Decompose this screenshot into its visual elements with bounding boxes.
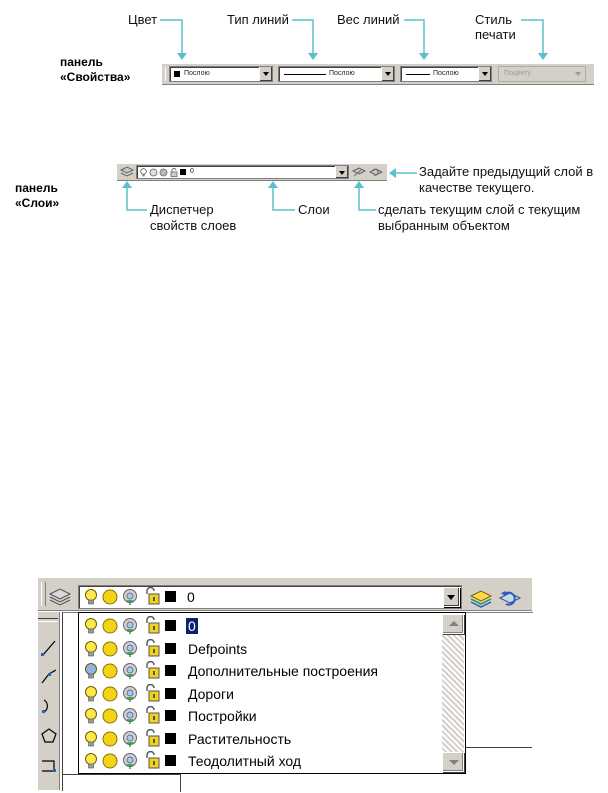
lock-icon xyxy=(147,639,159,656)
callout-leader-line xyxy=(273,185,295,210)
chevron-down-icon[interactable] xyxy=(381,67,394,81)
layer-list-item[interactable] xyxy=(79,728,440,750)
make-current-icon[interactable] xyxy=(352,166,366,178)
freeze-icon xyxy=(124,590,137,606)
callout-arrowhead xyxy=(354,181,364,188)
bulb-icon xyxy=(86,731,97,746)
callout-arrowhead xyxy=(308,53,318,60)
chevron-down-icon[interactable] xyxy=(259,67,272,81)
plotstyle-callout: Стиль печати xyxy=(475,12,516,42)
layers-callout: Слои xyxy=(298,202,330,217)
color-square-icon xyxy=(165,620,176,631)
callout-leader-line xyxy=(127,185,147,210)
linetype-sample xyxy=(284,74,326,75)
layer-name: Постройки xyxy=(188,708,257,724)
layer-manager-callout: Диспетчер свойств слоев xyxy=(150,202,237,233)
callout-arrowhead xyxy=(177,53,187,60)
layer-name: Defpoints xyxy=(188,640,248,657)
bulb-icon xyxy=(86,619,97,634)
callout-leader-line xyxy=(359,185,376,210)
bulb-icon xyxy=(86,590,97,605)
layer-list-item[interactable] xyxy=(79,615,440,637)
layer-name: Дороги xyxy=(188,685,234,702)
color-square-icon xyxy=(174,71,180,77)
sun-icon xyxy=(103,642,117,656)
sun-icon xyxy=(103,619,117,633)
bulb-icon xyxy=(86,754,97,769)
draw-toolbar-top-line xyxy=(38,618,58,622)
callout-arrowhead xyxy=(389,168,396,178)
layer-dropdown-list[interactable] xyxy=(78,612,466,774)
layer-list-item[interactable] xyxy=(79,638,440,660)
sun-icon xyxy=(149,168,158,177)
layer-control-combo-large[interactable] xyxy=(78,585,462,609)
rectangle-tool-icon[interactable] xyxy=(40,756,58,776)
callout-arrowhead xyxy=(122,181,132,188)
layer-list-item[interactable] xyxy=(79,705,440,727)
bulb-icon xyxy=(140,168,147,177)
lineweight-combo-value: Послою xyxy=(433,70,459,77)
freeze-icon xyxy=(124,664,137,680)
callout-arrowhead xyxy=(538,53,548,60)
layer-manager-icon[interactable] xyxy=(48,586,72,608)
freeze-icon xyxy=(159,168,168,177)
make-current-callout: сделать текущим слой с текущим выбранным объектом xyxy=(378,202,581,233)
chevron-down-icon[interactable] xyxy=(478,67,491,81)
layer-previous-icon[interactable] xyxy=(497,587,523,609)
lock-icon xyxy=(147,729,159,746)
freeze-icon xyxy=(124,619,137,635)
scroll-up-button[interactable] xyxy=(442,614,464,634)
callout-leader-line xyxy=(292,20,313,56)
bulb-icon xyxy=(86,641,97,656)
layer-state-icons xyxy=(83,751,187,776)
sun-icon xyxy=(103,687,117,701)
layer-manager-icon[interactable] xyxy=(120,165,134,178)
color-combo[interactable] xyxy=(169,66,273,82)
callout-leader-line xyxy=(160,20,182,56)
callout-leader-line xyxy=(404,20,424,56)
layer-name: Растительность xyxy=(188,730,292,747)
current-layer-name: 0 xyxy=(190,168,194,175)
lineweight-combo[interactable] xyxy=(400,66,492,82)
color-square-icon xyxy=(165,755,176,766)
lock-icon xyxy=(147,662,159,679)
callout-arrowhead xyxy=(419,53,429,60)
bulb-icon xyxy=(86,686,97,701)
lock-icon xyxy=(170,168,178,177)
freeze-icon xyxy=(124,754,137,770)
sun-icon xyxy=(103,664,117,678)
plotstyle-combo xyxy=(498,66,586,82)
layer-state-icons xyxy=(83,587,187,607)
color-square-icon xyxy=(165,710,176,721)
layer-list-item[interactable] xyxy=(79,750,440,772)
freeze-icon xyxy=(124,709,137,725)
layer-control-combo[interactable] xyxy=(136,165,349,179)
bulb-icon xyxy=(86,664,97,679)
lock-icon xyxy=(147,617,159,634)
arc-tool-icon[interactable] xyxy=(40,696,58,716)
color-callout: Цвет xyxy=(128,12,158,27)
make-current-icon[interactable] xyxy=(468,587,494,609)
polygon-tool-icon[interactable] xyxy=(40,726,58,746)
chevron-down-icon[interactable] xyxy=(335,166,348,178)
layer-list-item[interactable] xyxy=(79,660,440,682)
layer-name: 0 xyxy=(188,618,196,634)
chevron-down-icon[interactable] xyxy=(443,587,460,607)
freeze-icon xyxy=(124,641,137,657)
linetype-combo[interactable] xyxy=(278,66,395,82)
lock-icon xyxy=(147,707,159,724)
scrollbar[interactable] xyxy=(442,614,464,772)
plotstyle-combo-value: Поцвету xyxy=(504,70,532,77)
linetype-callout: Тип линий xyxy=(227,12,289,27)
color-square-icon xyxy=(165,665,176,676)
lock-icon xyxy=(147,684,159,701)
color-combo-value: Послою xyxy=(184,70,210,77)
polyline-tool-icon[interactable] xyxy=(40,666,58,686)
freeze-icon xyxy=(124,731,137,747)
layer-name: Дополнительные построения xyxy=(188,663,378,679)
toolbar-grip[interactable] xyxy=(41,582,46,606)
color-square-icon xyxy=(165,591,176,602)
drawing-area-divider xyxy=(466,747,532,748)
color-square-icon xyxy=(180,169,186,175)
layers-panel-label: панель «Слои» xyxy=(15,181,60,210)
chevron-down-icon xyxy=(572,67,585,81)
layer-name: Теодолитный ход xyxy=(188,753,302,769)
properties-panel-label: панель «Свойства» xyxy=(60,55,131,84)
layer-list-item[interactable] xyxy=(79,683,440,705)
bulb-icon xyxy=(86,709,97,724)
color-square-icon xyxy=(165,733,176,744)
drawing-area-divider-v xyxy=(180,774,181,792)
freeze-icon xyxy=(124,686,137,702)
sun-icon xyxy=(103,732,117,746)
line-tool-icon[interactable] xyxy=(40,638,58,658)
callout-leader-line xyxy=(521,20,543,56)
lineweight-sample xyxy=(406,74,430,75)
sun-icon xyxy=(103,709,117,723)
lock-icon xyxy=(147,752,159,769)
layer-previous-callout: Задайте предыдущий слой в качестве текущего. xyxy=(419,164,594,195)
lineweight-callout: Вес линий xyxy=(337,12,400,27)
lock-icon xyxy=(147,588,159,605)
sun-icon xyxy=(103,754,117,768)
color-square-icon xyxy=(165,643,176,654)
layer-previous-icon[interactable] xyxy=(369,166,383,178)
draw-toolbar xyxy=(38,612,60,790)
sun-icon xyxy=(103,590,117,604)
callout-arrowhead xyxy=(268,181,278,188)
scroll-down-button[interactable] xyxy=(442,752,464,772)
current-layer-name: 0 xyxy=(187,589,195,605)
linetype-combo-value: Послою xyxy=(329,70,355,77)
color-square-icon xyxy=(165,688,176,699)
